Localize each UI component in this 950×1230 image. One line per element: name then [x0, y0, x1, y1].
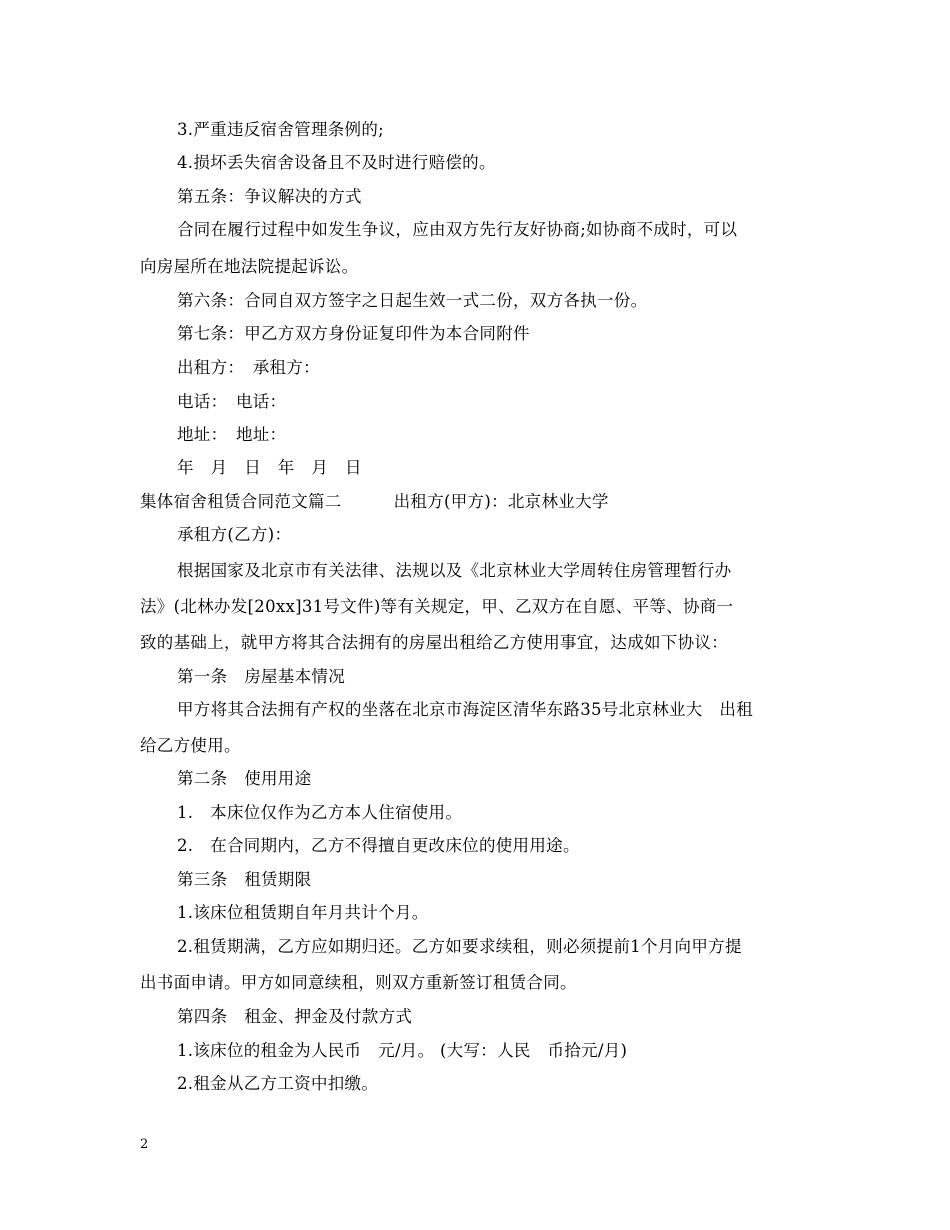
signature-parties-line: 出租方： 承租方： — [177, 358, 320, 377]
document-title: 集体宿舍租赁合同范文篇二 — [140, 492, 342, 511]
paragraph-line: 2. 在合同期内，乙方不得擅自更改床位的使用用途。 — [177, 836, 580, 855]
paragraph-line: 1. 本床位仅作为乙方本人住宿使用。 — [177, 803, 463, 822]
signature-address-line: 地址： 地址： — [177, 425, 287, 444]
section-heading: 第三条 租赁期限 — [177, 870, 312, 889]
paragraph-line: 法》(北林办发[20xx]31号文件)等有关规定，甲、乙双方在自愿、平等、协商一 — [140, 597, 734, 616]
paragraph-line: 2.租金从乙方工资中扣缴。 — [177, 1074, 379, 1093]
paragraph-line: 出书面申请。甲方如同意续租，则双方重新签订租赁合同。 — [140, 973, 577, 992]
paragraph-line: 给乙方使用。 — [140, 736, 241, 755]
paragraph-line: 致的基础上，就甲方将其合法拥有的房屋出租给乙方使用事宜，达成如下协议： — [140, 633, 728, 652]
paragraph-line: 向房屋所在地法院提起诉讼。 — [140, 257, 359, 276]
paragraph-line: 根据国家及北京市有关法律、法规以及《北京林业大学周转住房管理暂行办 — [177, 561, 732, 580]
paragraph-line: 甲方将其合法拥有产权的坐落在北京市海淀区清华东路35号北京林业大 出租 — [177, 700, 753, 719]
lessor-line: 出租方(甲方)：北京林业大学 — [393, 492, 609, 511]
paragraph-line: 合同在履行过程中如发生争议，应由双方先行友好协商;如协商不成时，可以 — [177, 220, 738, 239]
signature-date-line: 年 月 日 年 月 日 — [177, 458, 362, 477]
paragraph-line: 2.租赁期满，乙方应如期归还。乙方如要求续租，则必须提前1个月向甲方提 — [177, 937, 742, 956]
section-heading: 第五条：争议解决的方式 — [177, 187, 362, 206]
section-heading: 第二条 使用用途 — [177, 769, 312, 788]
signature-phone-line: 电话： 电话： — [177, 392, 287, 411]
document-title-line — [140, 491, 609, 513]
lessee-line: 承租方(乙方)： — [177, 525, 292, 544]
page-number: 2 — [140, 1137, 149, 1152]
section-heading: 第六条：合同自双方签字之日起生效一式二份，双方各执一份。 — [177, 291, 648, 310]
section-heading: 第四条 租金、押金及付款方式 — [177, 1007, 413, 1026]
paragraph-line: 1.该床位租赁期自年月共计个月。 — [177, 903, 429, 922]
section-heading: 第一条 房屋基本情况 — [177, 667, 345, 686]
paragraph-line: 3.严重违反宿舍管理条例的; — [177, 120, 385, 139]
section-heading: 第七条：甲乙方双方身份证复印件为本合同附件 — [177, 324, 530, 343]
paragraph-line: 1.该床位的租金为人民币 元/月。 (大写：人民 币拾元/月) — [177, 1041, 628, 1060]
paragraph-line: 4.损坏丢失宿舍设备且不及时进行赔偿的。 — [177, 153, 496, 172]
